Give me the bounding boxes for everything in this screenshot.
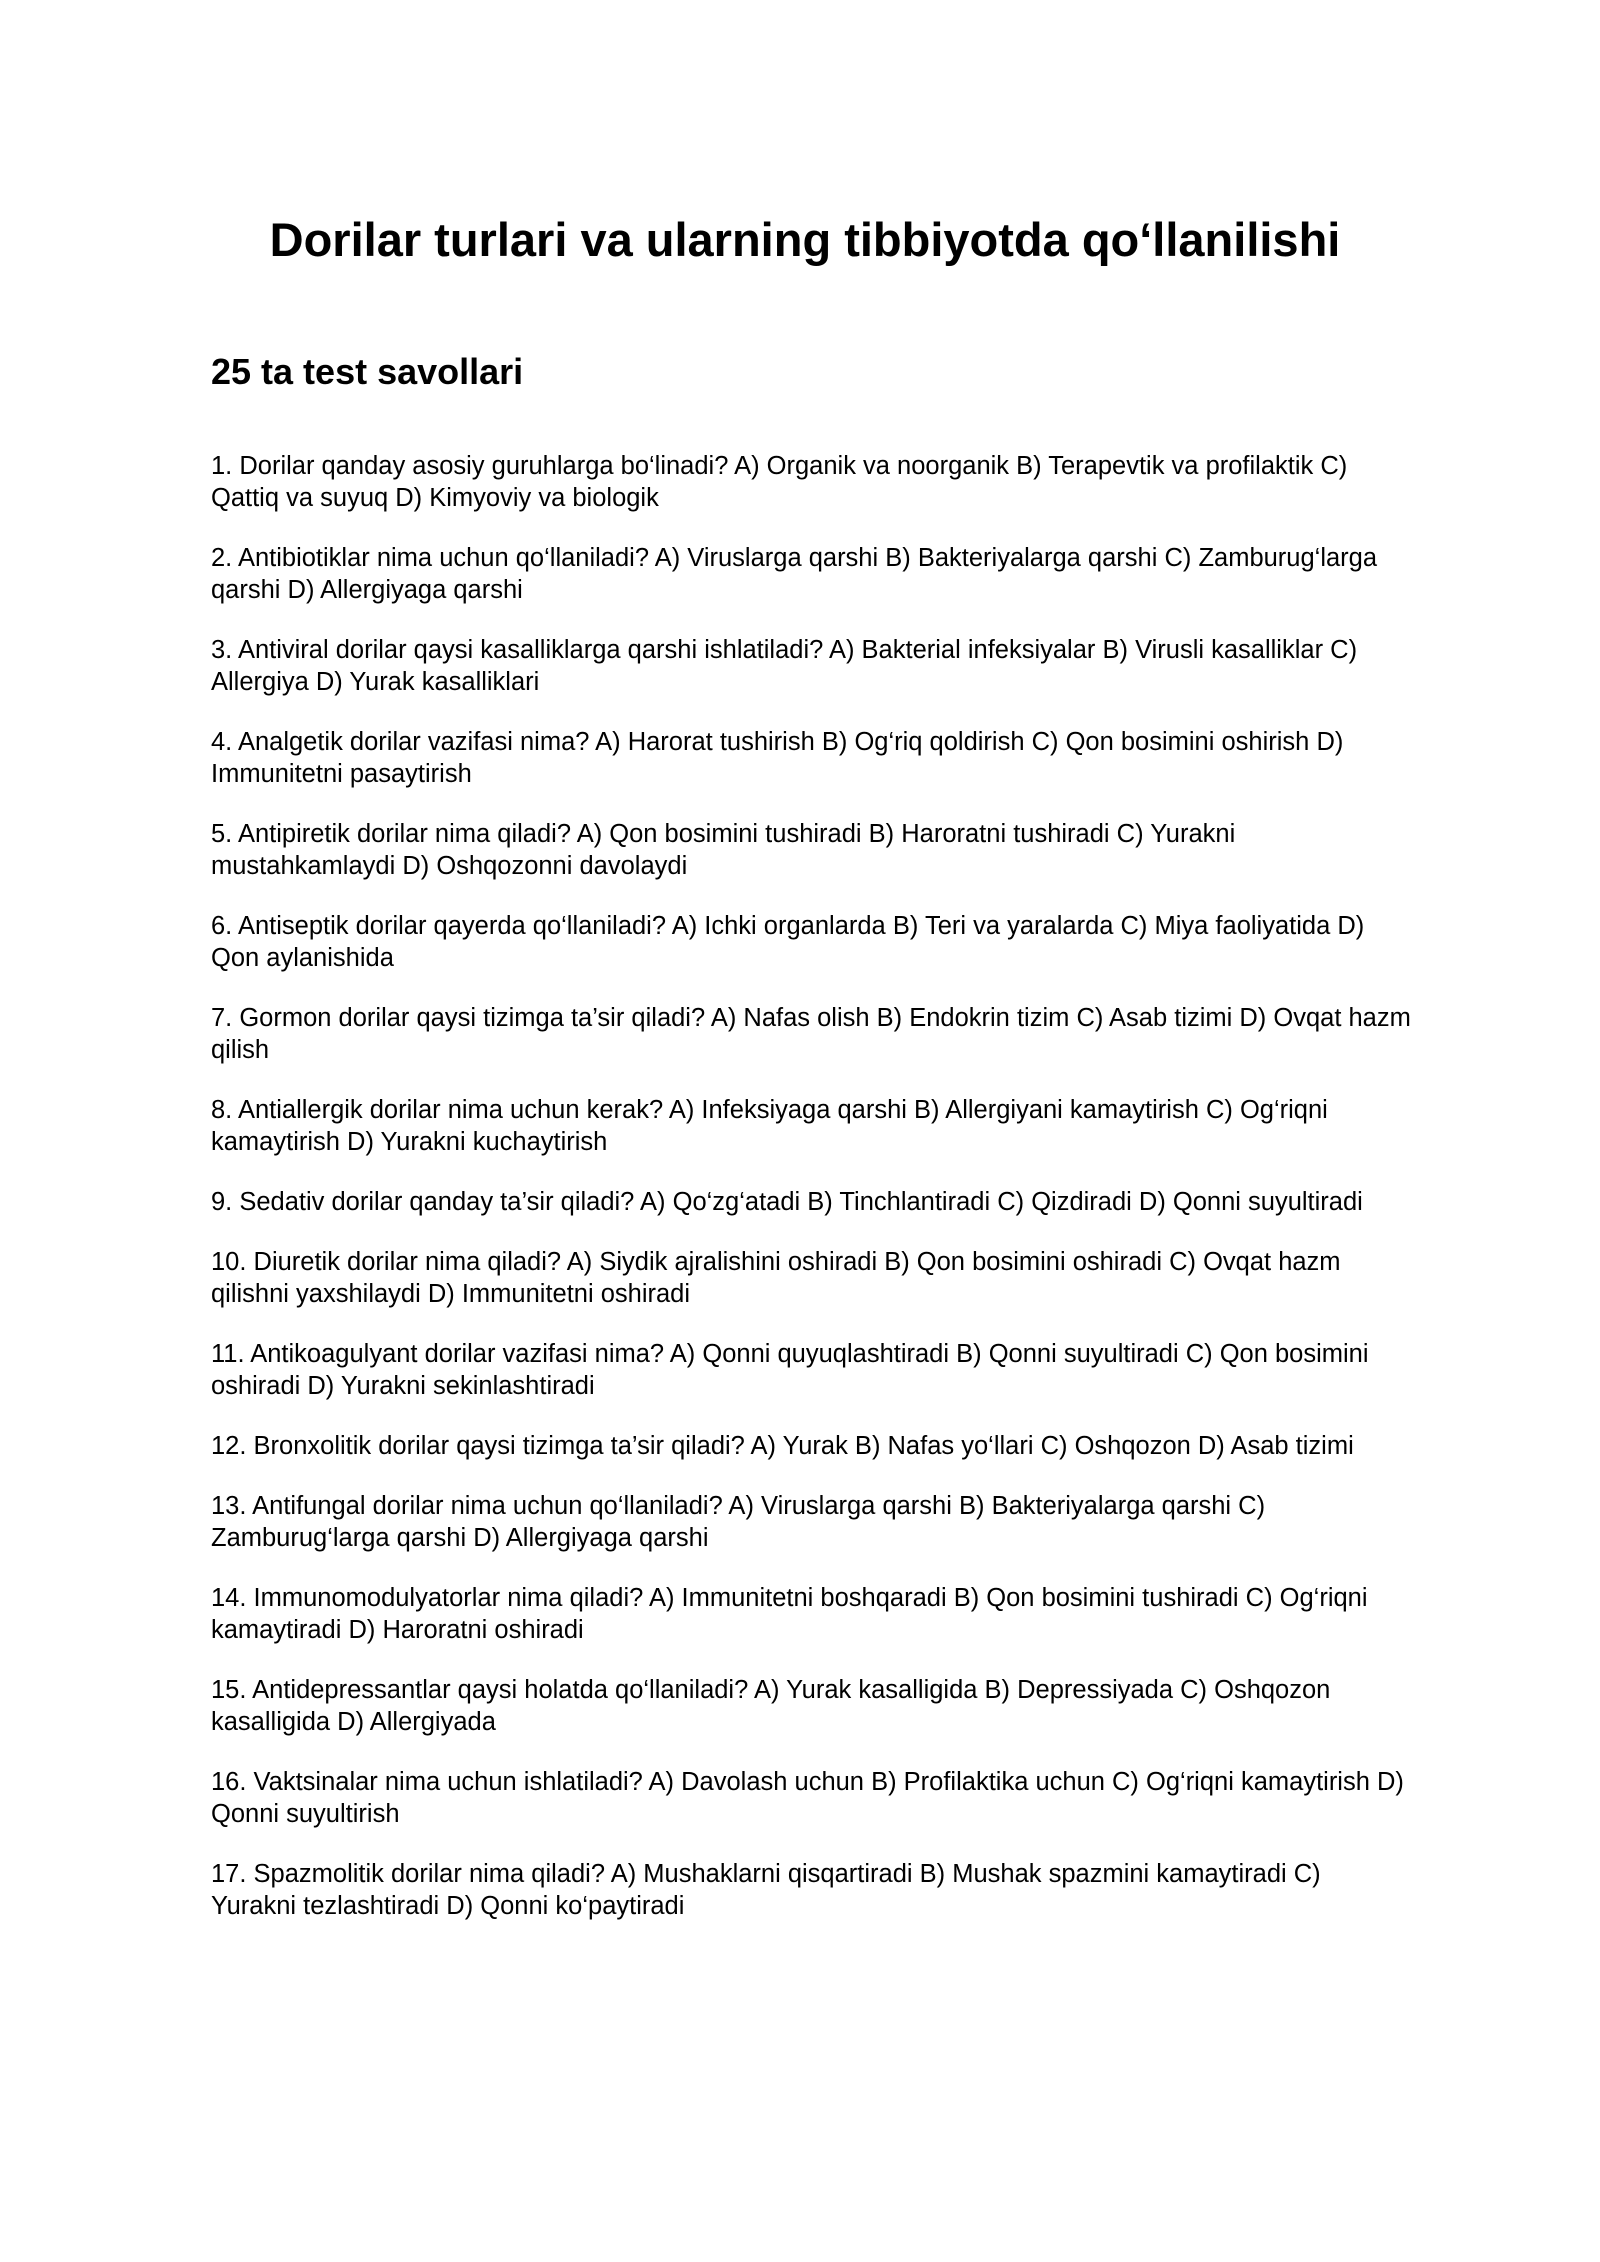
question-item: 15. Antidepressantlar qaysi holatda qo‘llaniladi? A) Yurak kasalligida B) Depressiyada C) Oshqozon kasalligida D) Allergiyada [211, 1676, 1331, 1736]
question-item: 9. Sedativ dorilar qanday ta’sir qiladi? A) Qo‘zg‘atadi B) Tinchlantiradi C) Qizdiradi D) Qonni suyultiradi [211, 1188, 1363, 1216]
question-item: 12. Bronxolitik dorilar qaysi tizimga ta’sir qiladi? A) Yurak B) Nafas yo‘llari C) Oshqozon D) Asab tizimi [211, 1432, 1354, 1460]
question-item: 1. Dorilar qanday asosiy guruhlarga bo‘linadi? A) Organik va noorganik B) Terapevtik va profilaktik C) Qattiq va suyuq D) Kimyoviy va biologik [211, 452, 1348, 512]
question-item: 14. Immunomodulyatorlar nima qiladi? A) Immunitetni boshqaradi B) Qon bosimini tushiradi C) Og‘riqni kamaytiradi D) Haroratni oshiradi [211, 1584, 1368, 1644]
question-item: 10. Diuretik dorilar nima qiladi? A) Siydik ajralishini oshiradi B) Qon bosimini oshiradi C) Ovqat hazm qilishni yaxshilaydi D) Immunitetni oshiradi [211, 1248, 1341, 1308]
question-list [211, 450, 1411, 1950]
question-item: 6. Antiseptik dorilar qayerda qo‘llaniladi? A) Ichki organlarda B) Teri va yaralarda C) Miya faoliyatida D) Qon aylanishida [211, 912, 1365, 972]
document-title: Dorilar turlari va ularning tibbiyotda qo‘llanilishi [269, 213, 1341, 266]
question-item: 8. Antiallergik dorilar nima uchun kerak? A) Infeksiyaga qarshi B) Allergiyani kamaytirish C) Og‘riqni kamaytirish D) Yurakni kuchaytirish [211, 1096, 1328, 1156]
question-item: 5. Antipiretik dorilar nima qiladi? A) Qon bosimini tushiradi B) Haroratni tushiradi C) Yurakni mustahkamlaydi D) Oshqozonni davolaydi [211, 820, 1236, 880]
question-item: 16. Vaktsinalar nima uchun ishlatiladi? A) Davolash uchun B) Profilaktika uchun C) Og‘riqni kamaytirish D) Qonni suyultirish [211, 1768, 1404, 1828]
question-item: 2. Antibiotiklar nima uchun qo‘llaniladi? A) Viruslarga qarshi B) Bakteriyalarga qarshi C) Zamburug‘larga qarshi D) Allergiyaga qarshi [211, 544, 1378, 604]
question-item: 3. Antiviral dorilar qaysi kasalliklarga qarshi ishlatiladi? A) Bakterial infeksiyalar B) Virusli kasalliklar C) Allergiya D) Yurak kasalliklari [211, 636, 1358, 696]
question-item: 13. Antifungal dorilar nima uchun qo‘llaniladi? A) Viruslarga qarshi B) Bakteriyalarga qarshi C) Zamburug‘larga qarshi D) Allergiyaga qarshi [211, 1492, 1266, 1552]
question-item: 7. Gormon dorilar qaysi tizimga ta’sir qiladi? A) Nafas olish B) Endokrin tizim C) Asab tizimi D) Ovqat hazm qilish [211, 1004, 1411, 1064]
document-subtitle: 25 ta test savollari [211, 351, 524, 392]
question-item: 4. Analgetik dorilar vazifasi nima? A) Harorat tushirish B) Og‘riq qoldirish C) Qon bosimini oshirish D) Immunitetni pasaytirish [211, 728, 1344, 788]
question-item: 17. Spazmolitik dorilar nima qiladi? A) Mushaklarni qisqartiradi B) Mushak spazmini kamaytiradi C) Yurakni tezlashtiradi D) Qonni ko‘paytiradi [211, 1860, 1321, 1920]
question-item: 11. Antikoagulyant dorilar vazifasi nima? A) Qonni quyuqlashtiradi B) Qonni suyultiradi C) Qon bosimini oshiradi D) Yurakni sekinlashtiradi [211, 1340, 1369, 1400]
